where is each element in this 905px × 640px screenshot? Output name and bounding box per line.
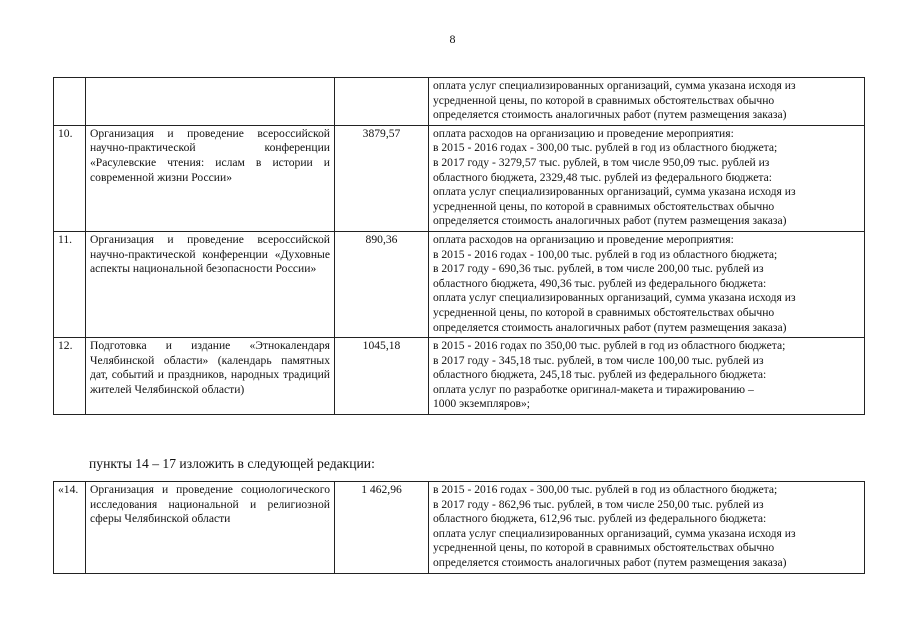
funding-amount: [335, 78, 429, 126]
description-line: в 2017 году - 345,18 тыс. рублей, в том числе 100,00 тыс. рублей из: [433, 353, 764, 367]
funding-description: [429, 231, 865, 337]
activity-name: Организация и проведение всероссийской научно-практической конференции «Расулевские чтения: ислам в истории и современной жизни России»: [86, 125, 335, 231]
funding-description: [429, 338, 865, 415]
activity-name: Организация и проведение всероссийской научно-практической конференции «Духовные аспекты национальной безопасности России»: [86, 231, 335, 337]
table-body: [54, 78, 865, 415]
funding-amount: 1 462,96: [335, 482, 429, 574]
program-table-new-edition: [53, 481, 865, 574]
row-number: [54, 78, 86, 126]
activity-name: Подготовка и издание «Этнокалендаря Челябинской области» (календарь памятных дат, событий и праздников, народных традиций жителей Челябинской области): [86, 338, 335, 415]
table-row: [54, 231, 865, 337]
description-line: оплата услуг специализированных организаций, сумма указана исходя из: [433, 185, 796, 199]
description-line: определяется стоимость аналогичных работ (путем размещения заказа): [433, 320, 787, 334]
description-line: в 2015 - 2016 годах - 300,00 тыс. рублей в год из областного бюджета;: [433, 141, 778, 155]
description-line: усредненной цены, по которой в сравнимых обстоятельствах обычно: [433, 305, 775, 319]
funding-description: [429, 78, 865, 126]
description-line: оплата услуг специализированных организаций, сумма указана исходя из: [433, 526, 796, 540]
row-number: 11.: [54, 231, 86, 337]
description-line: в 2015 - 2016 годах - 100,00 тыс. рублей в год из областного бюджета;: [433, 247, 778, 261]
funding-description: [429, 125, 865, 231]
description-line: областного бюджета, 2329,48 тыс. рублей из федерального бюджета:: [433, 170, 773, 184]
description-line: в 2015 - 2016 годах - 300,00 тыс. рублей в год из областного бюджета;: [433, 483, 778, 496]
description-line: в 2017 году - 862,96 тыс. рублей, в том числе 250,00 тыс. рублей из: [433, 497, 764, 511]
description-line: оплата услуг по разработке оригинал-макета и тиражированию –: [433, 382, 754, 396]
description-line: определяется стоимость аналогичных работ (путем размещения заказа): [433, 108, 787, 122]
table-body: [54, 482, 865, 574]
description-line: оплата расходов на организацию и проведение мероприятия:: [433, 232, 734, 246]
description-line: 1000 экземпляров»;: [433, 397, 531, 411]
row-number: 12.: [54, 338, 86, 415]
activity-name: Организация и проведение социологического исследования национальной и религиозной сферы Челябинской области: [86, 482, 335, 574]
table-row: [54, 125, 865, 231]
description-line: определяется стоимость аналогичных работ (путем размещения заказа): [433, 555, 787, 569]
description-line: усредненной цены, по которой в сравнимых обстоятельствах обычно: [433, 541, 775, 555]
description-line: оплата услуг специализированных организаций, сумма указана исходя из: [433, 291, 796, 305]
description-line: областного бюджета, 490,36 тыс. рублей из федерального бюджета:: [433, 276, 767, 290]
funding-amount: 890,36: [335, 231, 429, 337]
description-line: оплата услуг специализированных организаций, сумма указана исходя из: [433, 79, 796, 92]
description-line: определяется стоимость аналогичных работ (путем размещения заказа): [433, 214, 787, 228]
description-line: усредненной цены, по которой в сравнимых обстоятельствах обычно: [433, 199, 775, 213]
table-row: [54, 338, 865, 415]
activity-name: [86, 78, 335, 126]
description-line: областного бюджета, 245,18 тыс. рублей из федерального бюджета:: [433, 368, 767, 382]
program-table-continuation: [53, 77, 865, 415]
description-line: в 2017 году - 690,36 тыс. рублей, в том числе 200,00 тыс. рублей из: [433, 262, 764, 276]
row-number: 10.: [54, 125, 86, 231]
description-line: усредненной цены, по которой в сравнимых обстоятельствах обычно: [433, 93, 775, 107]
funding-description: [429, 482, 865, 574]
description-line: оплата расходов на организацию и проведение мероприятия:: [433, 126, 734, 140]
funding-amount: 1045,18: [335, 338, 429, 415]
description-line: в 2015 - 2016 годах по 350,00 тыс. рублей в год из областного бюджета;: [433, 339, 786, 353]
funding-amount: 3879,57: [335, 125, 429, 231]
section-heading: пункты 14 – 17 изложить в следующей редакции:: [89, 456, 375, 471]
row-number: «14.: [54, 482, 86, 574]
description-line: областного бюджета, 612,96 тыс. рублей из федерального бюджета:: [433, 512, 767, 526]
description-line: в 2017 году - 3279,57 тыс. рублей, в том числе 950,09 тыс. рублей из: [433, 155, 770, 169]
table-row: [54, 78, 865, 126]
table-row: [54, 482, 865, 574]
page-number: 8: [449, 32, 456, 46]
